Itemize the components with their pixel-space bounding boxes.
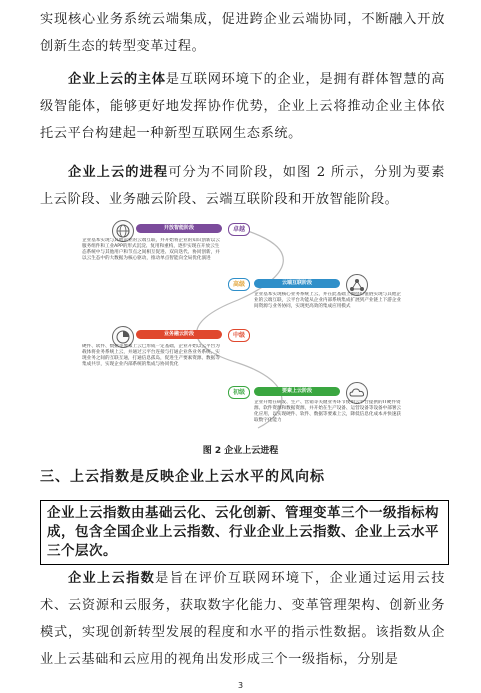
- stage-pill-open-intelligence: 开放智能阶段: [136, 224, 222, 233]
- stage-description: 企业基本实现核心业务系统上云，并在此基础上围绕价值链实现与其他企业的云端互联，云平台功能从企业内部系统集成扩展到产业链上下游企业间资源与业务协同，实现更高效的集成应用模式: [254, 292, 402, 309]
- callout-box: 企业上云指数由基础云化、云化创新、管理变革三个一级指标构成，包含全国企业上云指数、行业企业上云指数、企业上云水平三个层次。: [40, 500, 449, 565]
- paragraph-continuation: 实现核心业务系统云端集成，促进跨企业云端协同，不断融入开放创新生态的转型变革过程。: [40, 12, 445, 54]
- bold-term: 企业上云的进程: [68, 165, 169, 180]
- stage-description: 硬件、软件、数据等要素上云已形成一定基础，企业开始以云平台为载体将业务系统上云，并通过云平台连接与打通企业各业务系统，实现业务之间的互联互通，打通信息孤岛，促进生产要素资源、数据等集成共享，实现企业内部系统的集成与协同优化: [82, 344, 220, 367]
- cloud-process-figure: [78, 218, 408, 438]
- bold-term: 企业上云指数: [68, 571, 156, 586]
- stage-pill-business-cloud: 业务融云阶段: [136, 330, 222, 339]
- stage-level-excellent: 卓越: [228, 223, 250, 236]
- stage-level-advanced: 高级: [228, 278, 250, 291]
- page-number: 3: [237, 681, 244, 690]
- bold-term: 企业上云的主体: [68, 72, 166, 87]
- section-heading: 三、上云指数是反映企业上云水平的风向标: [40, 469, 325, 485]
- paragraph-process: [40, 159, 445, 213]
- stage-level-intermediate: 中级: [228, 329, 250, 342]
- figure-caption: 图 2 企业上云进程: [202, 446, 279, 456]
- stage-level-beginner: 初级: [228, 386, 250, 399]
- paragraph-subject: [40, 66, 445, 147]
- paragraph-index: [40, 565, 445, 673]
- paragraph-text: 是旨在评价互联网环境下，企业通过运用云技术、云资源和云服务，获取数字化能力、变革管理架构、创新业务模式，实现创新转型发展的程度和水平的指示性数据。该指数从企业上云基础和云应用的视角出发形成三个一级指标，分别是: [40, 571, 445, 667]
- stage-pill-cloud-interconnect: 云端互联阶段: [254, 279, 340, 288]
- paragraph-text: 是互联网环境下的企业，是拥有群体智慧的高级智能体，能够更好地发挥协作优势，企业上云将推动企业主体依托云平台构建起一种新型互联网生态系统。: [40, 72, 446, 141]
- stage-pill-element-cloud: 要素上云阶段: [254, 387, 340, 396]
- paragraph-text: 可分为不同阶段，如图 2 所示，分别为要素上云阶段、业务融云阶段、云端互联阶段和开放智能阶段。: [40, 165, 446, 207]
- stage-description: 企业开始在研发、生产、营销等关键业务环节使用云平台提供的IT硬件资源、软件资源和数据资源，并开始在生产设备、运营设备等设备中部署云化应用，以实现硬件、软件、数据等要素上云，降低信息化成本并快速获取数字化能力: [254, 400, 402, 423]
- stage-description: 企业基本实现与其他企业的云端互联，并开始将企业的知识创新以云服务组件和工业APP的形式沉淀、复用和重构，逐步实现在开放云生态系统中与其他用户和节点之间相互促进、双向迭代、协同创新，并以云生态中的大数据为核心驱动，推动单点智能向全局优化演进: [82, 238, 220, 261]
